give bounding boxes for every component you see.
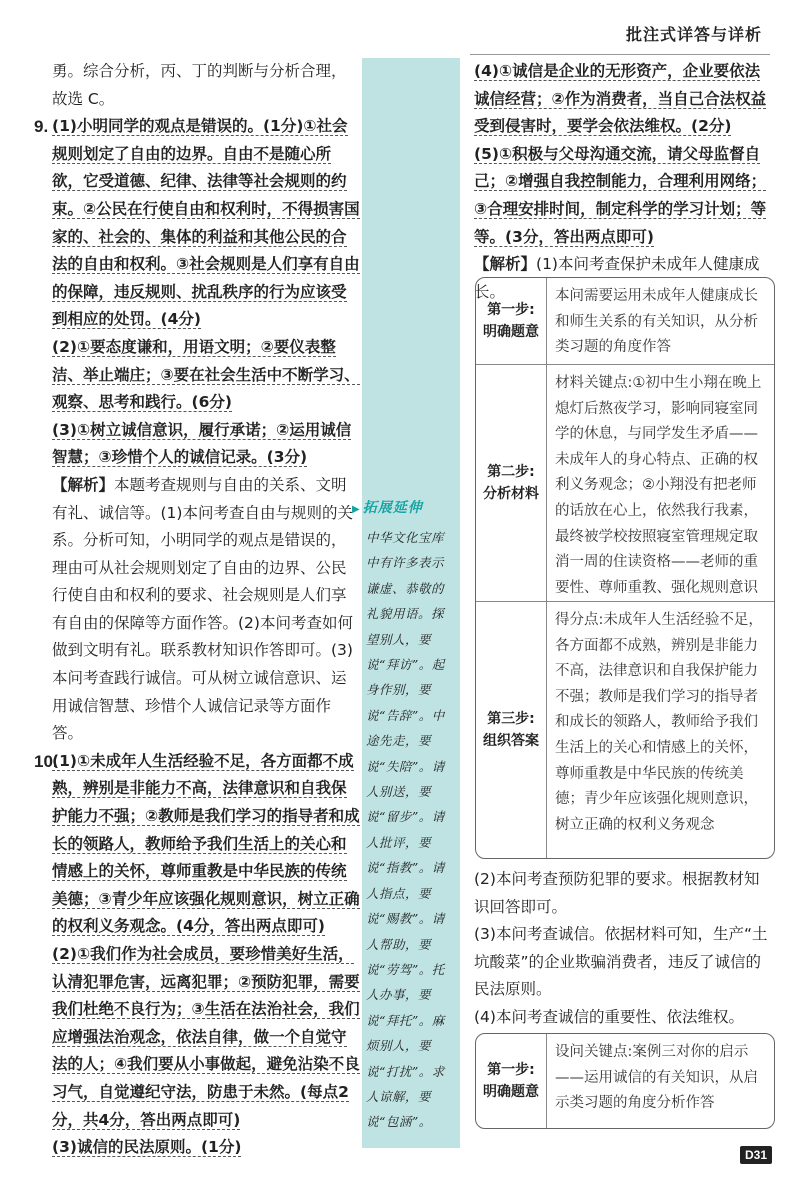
steps-table-2 (475, 1033, 775, 1129)
answer-9-3: (3)①树立诚信意识，履行承诺；②运用诚信智慧；③珍惜个人的诚信记录。(3分) (52, 420, 352, 467)
step-row (476, 1034, 774, 1128)
step-label: 第一步: 明确题意 (476, 1034, 547, 1128)
analysis-10-1: (1)本问考查保护未成年人健康成长。 (474, 255, 760, 301)
extension-text: 中华文化宝库中有许多表示谦虚、恭敬的礼貌用语。探望别人，要说“拜访”。起身作别，要说“告辞”。中途先走，要说“失陪”。请人别送，要说“留步”。请人批评，要说“指教”。请人指点，要说“赐教”。请人帮助，要说“劳驾”。托人办事，要说“拜托”。麻烦别人，要说“打扰”。求人谅解，要说“包涵”。 (366, 530, 445, 1130)
triangle-arrow-icon: ▶ (352, 504, 361, 515)
right-column-lower (474, 866, 774, 1032)
step-content: 得分点:未成年人生活经验不足，各方面都不成熟，辨别是非能力不高，法律意识和自我保护能力不强；教师是我们学习的指导者和成长的领路人，教师给予我们生活上的关心和情感上的关怀，尊师重教是中华民族的传统美德；青少年应该强化规则意识，树立正确的权利义务观念 (555, 612, 763, 833)
page-number: D31 (740, 1146, 772, 1164)
right-column (474, 58, 774, 306)
answer-10-5: (5)①积极与父母沟通交流，请父母监督自己；②增强自我控制能力，合理利用网络；③合理安排时间，制定科学的学习计划；等等。(3分，答出两点即可) (474, 144, 767, 246)
extension-heading-text: 拓展延伸 (362, 500, 423, 516)
answer-10-3: (3)诚信的民法原则。(1分) (52, 1138, 242, 1157)
analysis-10-2: (2)本问考查预防犯罪的要求。根据教材知识回答即可。 (474, 870, 760, 916)
step-row (476, 364, 774, 601)
extension-heading (352, 497, 462, 517)
left-column (34, 58, 360, 1162)
analysis-10-4: (4)本问考查诚信的重要性、依法维权。 (474, 1007, 744, 1026)
steps-table (475, 277, 775, 859)
step-content: 设问关键点:案例三对你的启示——运用诚信的有关知识，从启示类习题的角度分析作答 (555, 1044, 758, 1112)
question-number: 9. (34, 117, 49, 137)
answer-10-1: (1)①未成年人生活经验不足，各方面都不成熟，辨别是非能力不高，法律意识和自我保护能力不强；②教师是我们学习的指导者和成长的领路人，教师给予我们生活上的关心和情感上的关怀，尊师重教是中华民族的传统美德；③青少年应该强化规则意识，树立正确的权利义务观念。(4分，答出两点即可) (52, 751, 360, 936)
answer-9-1: (1)小明同学的观点是错误的。(1分)①社会规则划定了自由的边界。自由不是随心所欲，它受道德、纪律、法律等社会规则的约束。②公民在行使自由和权利时，不得损害国家的、社会的、集体的利益和其他公民的合法的自由和权利。③社会规则是人们享有自由的保障，违反规则、扰乱秩序的行为应该受到相应的处罚。(4分) (52, 117, 360, 329)
header-title: 批注式详答与详析 (625, 25, 762, 44)
header-divider (470, 54, 770, 55)
step-row (476, 278, 774, 364)
question-10 (34, 748, 360, 1162)
analysis-10-3: (3)本问考查诚信。依据材料可知，生产“土坑酸菜”的企业欺骗消费者，违反了诚信的民法原则。 (474, 925, 768, 999)
answer-9-2: (2)①要态度谦和，用语文明；②要仪表整洁、举止端庄；③要在社会生活中不断学习、观察、思考和践行。(6分) (52, 337, 360, 412)
question-9 (34, 113, 360, 748)
analysis-9: 本题考查规则与自由的关系、文明有礼、诚信等。(1)本问考查自由与规则的关系。分析可知，小明同学的观点是错误的，理由可从社会规则划定了自由的边界、公民行使自由和权利的要求、社会规则是人们享有自由的保障等方面作答。(2)本问考查如何做到文明有礼。联系教材知识作答即可。(3)本问考查践行诚信。可从树立诚信意识、运用诚信智慧、珍惜个人诚信记录等方面作答。 (52, 475, 353, 743)
analysis-tag: 【解析】 (474, 255, 537, 274)
step-label: 第一步: 明确题意 (476, 278, 547, 364)
answer-10-2: (2)①我们作为社会成员，要珍惜美好生活，认清犯罪危害，远离犯罪；②预防犯罪，需要我们杜绝不良行为；③生活在法治社会，我们应增强法治观念，依法自律，做一个自觉守法的人；④我们要从小事做起，避免沾染不良习气，自觉遵纪守法，防患于未然。(每点2分，共4分，答出两点即可) (52, 945, 360, 1129)
step-label: 第二步: 分析材料 (476, 365, 547, 601)
question-number: 10. (34, 751, 58, 771)
answer-10-4: (4)①诚信是企业的无形资产，企业要依法诚信经营；②作为消费者，当自己合法权益受到侵害时，要学会依法维权。(2分) (474, 62, 767, 136)
step-label: 第三步: 组织答案 (476, 602, 547, 858)
step-content: 材料关键点:①初中生小翔在晚上熄灯后熬夜学习，影响同寝室同学的休息，与同学发生矛盾——未成年人的身心特点、正确的权利义务观念；②小翔没有把老师的话放在心上，依然我行我素，最终被学校按照寝室管理规定取消一周的住读资格——老师的重要性、尊师重教、强化规则意识 (555, 375, 762, 596)
step-content: 本问需要运用未成年人健康成长和师生关系的有关知识，从分析类习题的角度作答 (555, 288, 758, 356)
continued-text: 勇。综合分析，丙、丁的判断与分析合理，故选 C。 (52, 62, 347, 108)
step-row (476, 601, 774, 858)
analysis-tag: 【解析】 (52, 475, 115, 494)
